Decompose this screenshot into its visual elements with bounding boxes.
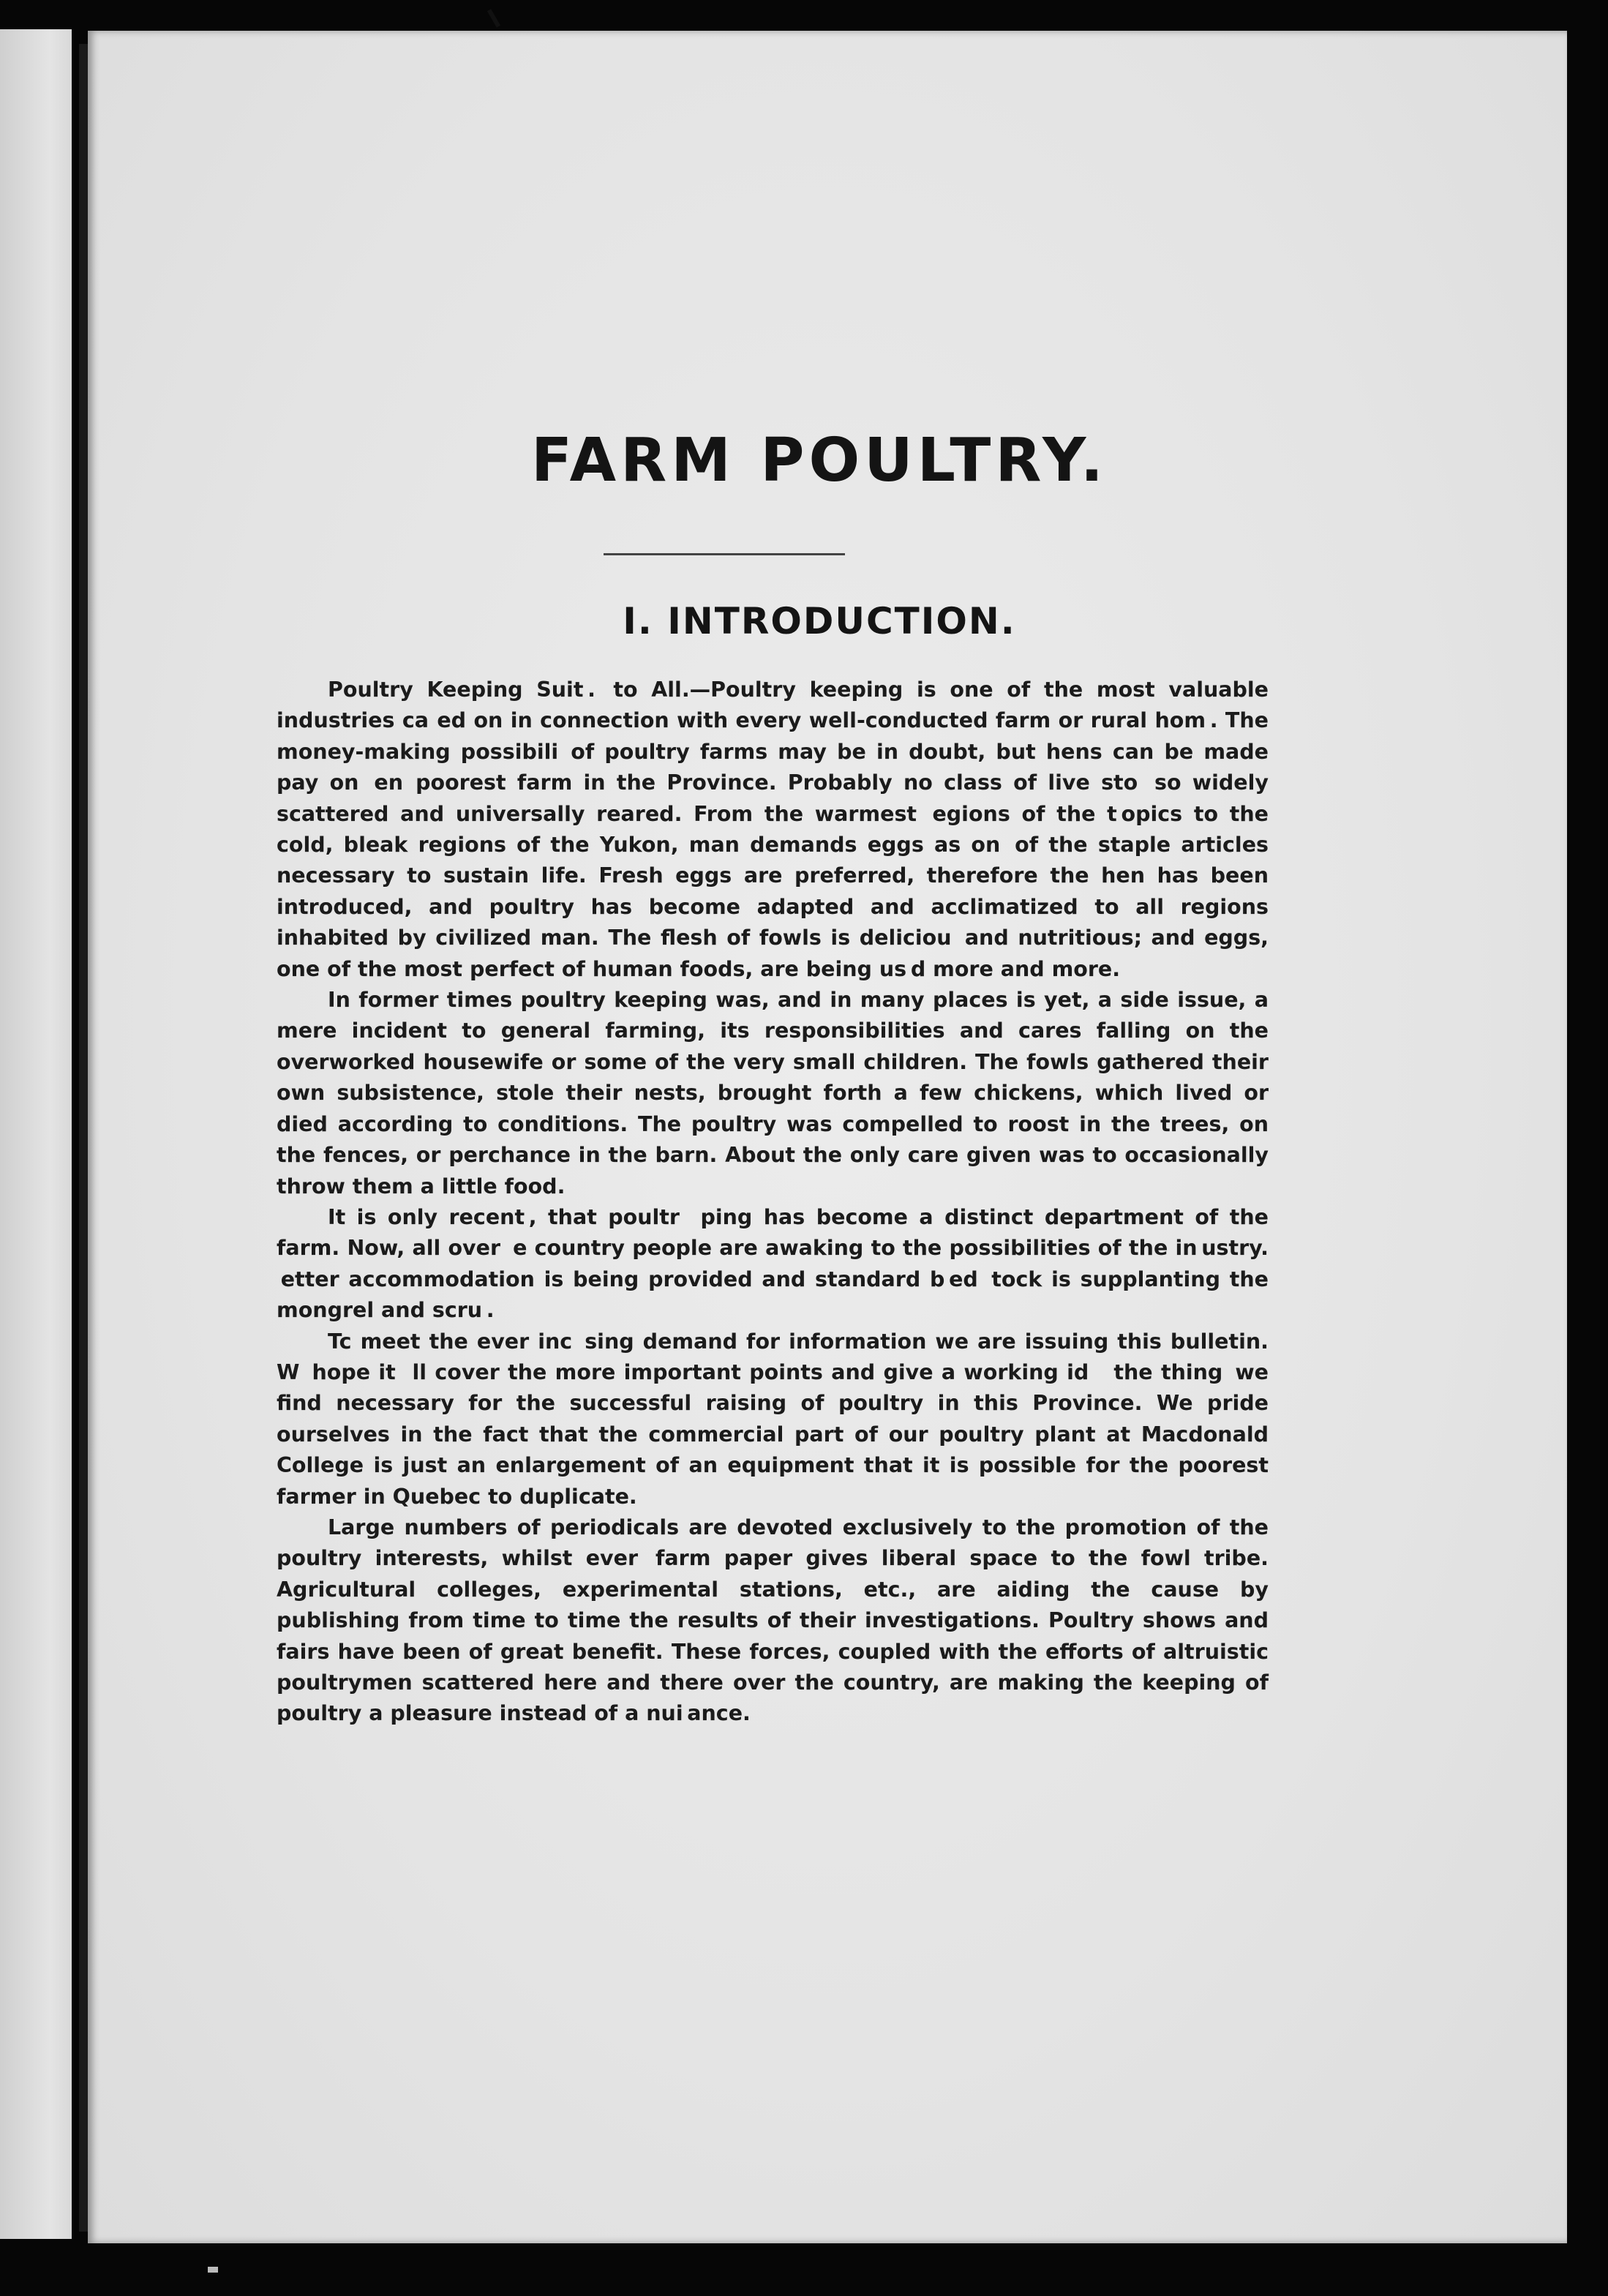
paragraph-2 (277, 985, 1269, 1202)
paragraph-text: Tc meet the ever inc sing demand for information we are issuing this bulletin. W hope it ll cover the more important points and give a working id the thing we find necessary for the successful raising of poultry in this Province. We pride ourselves in the fact that the commercial part of our poultry plant at Macdonald College is just an enlargement of an equipment that it is possible for the poorest farmer in Quebec to duplicate. (277, 1329, 1269, 1509)
paragraph-5 (277, 1512, 1269, 1730)
title-divider (604, 553, 845, 555)
page-binding-shadow (79, 44, 88, 2232)
paragraph-text: In former times poultry keeping was, and in many places is yet, a side issue, a mere incident to general farming, its responsibilities and cares falling on the overworked housewife or some of the very small children. The fowls gathered their own subsistence, stole their nests, brought forth a few chickens, which lived or died according to conditions. The poultry was compelled to roost in the trees, on the fences, or perchance in the barn. About the only care given was to occasionally throw them a little food. (277, 988, 1269, 1198)
section-heading: I. INTRODUCTION. (623, 600, 1016, 642)
paragraph-text: Poultry keeping is one of the most valuable industries ca ed on in connection with every well-conducted farm or rural hom . The money-making possibili of poultry farms may be in doubt, but hens can be made pay on en poorest farm in the Province. Probably no class of live sto so widely scattered and universally reared. From the warmest egions of the t opics to the cold, bleak regions of the Yukon, man demands eggs as on of the staple articles necessary to sustain life. Fresh eggs are preferred, therefore the hen has been introduced, and poultry has become adapted and acclimatized to all regions inhabited by civilized man. The flesh of fowls is deliciou and nutritious; and eggs, one of the most perfect of human foods, are being us d more and more. (277, 678, 1269, 981)
paragraph-run-in-heading: Poultry Keeping Suit . to All.— (328, 678, 711, 702)
paragraph-text: It is only recent , that poultr ping has become a distinct department of the farm. Now, all over e country people are awaking to the possibilities of the in ustry. etter accommodation is being provided and standard b ed tock is supplanting the mongrel and scru . (277, 1204, 1269, 1323)
paragraph-text: Large numbers of periodicals are devoted exclusively to the promotion of the poultry interests, whilst ever farm paper gives liberal space to the fowl tribe. Agricultural colleges, experimental stations, etc., are aiding the cause by publishing from time to time the results of their investigations. Poultry shows and fairs have been of great benefit. These forces, coupled with the efforts of altruistic poultrymen scattered here and there over the country, are making the keeping of poultry a pleasure instead of a nui ance. (277, 1515, 1269, 1726)
scanned-page (88, 31, 1567, 2243)
facing-page-edge (0, 29, 72, 2239)
scan-speck (208, 2267, 218, 2273)
paragraph-1 (277, 675, 1269, 985)
document-title: FARM POULTRY. (531, 426, 1108, 495)
paragraph-3 (277, 1202, 1269, 1327)
paragraph-4 (277, 1327, 1269, 1512)
body-text (277, 675, 1269, 1730)
